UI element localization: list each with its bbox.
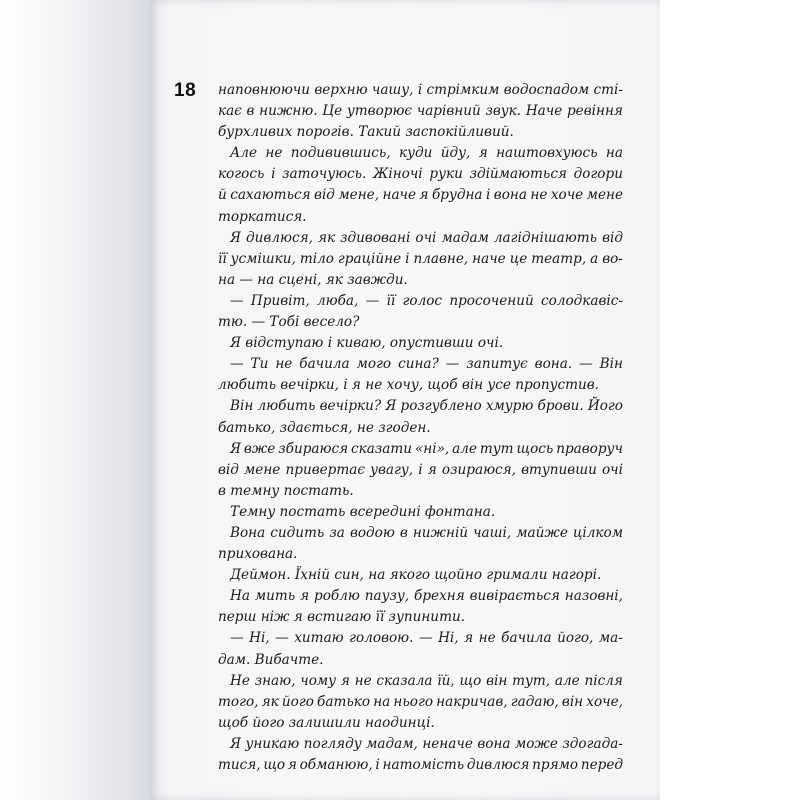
text-line: Не знаю, чому я не сказала їй, що він тут, але після — [230, 672, 623, 689]
text-line: Я вже збираюся сказати «ні», але тут щось праворуч — [230, 440, 623, 457]
text-line: — Ні, — хитаю головою. — Ні, я не бачила його, ма- — [230, 630, 623, 647]
book-spine-shadow — [0, 0, 150, 800]
text-line: Темну постать всередині фонтана. — [230, 503, 496, 520]
text-line: — Ти не бачила мого сина? — запитує вона. — Він — [230, 356, 623, 373]
text-line: На мить я роблю паузу, брехня вивірається назовні, — [230, 588, 623, 605]
text-line: Я дивлюся, як здивовані очі мадам лагіднішають від — [230, 229, 623, 246]
text-line: бурхливих порогів. Такий заспокійливий. — [218, 124, 514, 141]
text-line: кає в нижню. Це утворює чарівний звук. Наче ревіння — [218, 103, 623, 120]
text-line: Вона сидить за водою в нижній чаші, майже цілком — [230, 524, 623, 541]
text-line: від мене привертає увагу, і я озираюся, втупивши очі — [218, 461, 623, 478]
text-line: тю. — Тобі весело? — [218, 314, 360, 331]
text-line: — Привіт, люба, — її голос просочений солодкавіс- — [230, 292, 623, 309]
text-line: на — на сцені, як завжди. — [218, 271, 408, 288]
body-text — [218, 80, 623, 776]
text-line: прихована. — [218, 546, 298, 563]
text-line: перш ніж я встигаю її зупинити. — [218, 609, 466, 626]
text-line: її усмішки, тіло грацiйне і плавне, наче це театр, а во- — [218, 250, 623, 267]
text-line: й сахаються від мене, наче я брудна і вона не хоче мене — [218, 187, 623, 204]
text-line: того, як його батько на нього накричав, гадаю, він хоче, — [218, 693, 623, 710]
text-line: Деймон. Їхній син, на якого щойно гримали нагорі. — [230, 567, 602, 584]
text-line: Я відступаю і киваю, опустивши очі. — [230, 335, 504, 352]
text-line: дам. Вибачте. — [218, 651, 324, 668]
text-line: Я уникаю погляду мадам, неначе вона може здогада- — [230, 735, 623, 752]
page-number: 18 — [174, 80, 197, 101]
text-line: Він любить вечірки? Я розгублено хмурю брови. Його — [230, 398, 623, 415]
text-line: когось і заточуюсь. Жіночі руки здіймаються догори — [218, 166, 623, 183]
text-line: щоб його залишили наодинці. — [218, 714, 435, 731]
text-line: батько, здається, не згоден. — [218, 419, 431, 436]
text-line: тися, що я обманюю, і натомість дивлюся прямо перед — [218, 757, 623, 773]
text-line: наповнюючи верхню чашу, і стрімким водоспадом сті- — [218, 82, 623, 98]
text-line: торкатися. — [218, 208, 307, 225]
text-line: в темну постать. — [218, 482, 354, 499]
background-right — [660, 0, 800, 800]
text-line: Але не подивившись, куди йду, я наштовхуюсь на — [230, 145, 623, 162]
text-line: любить вечірки, і я не хочу, щоб він усе пропустив. — [218, 377, 599, 394]
